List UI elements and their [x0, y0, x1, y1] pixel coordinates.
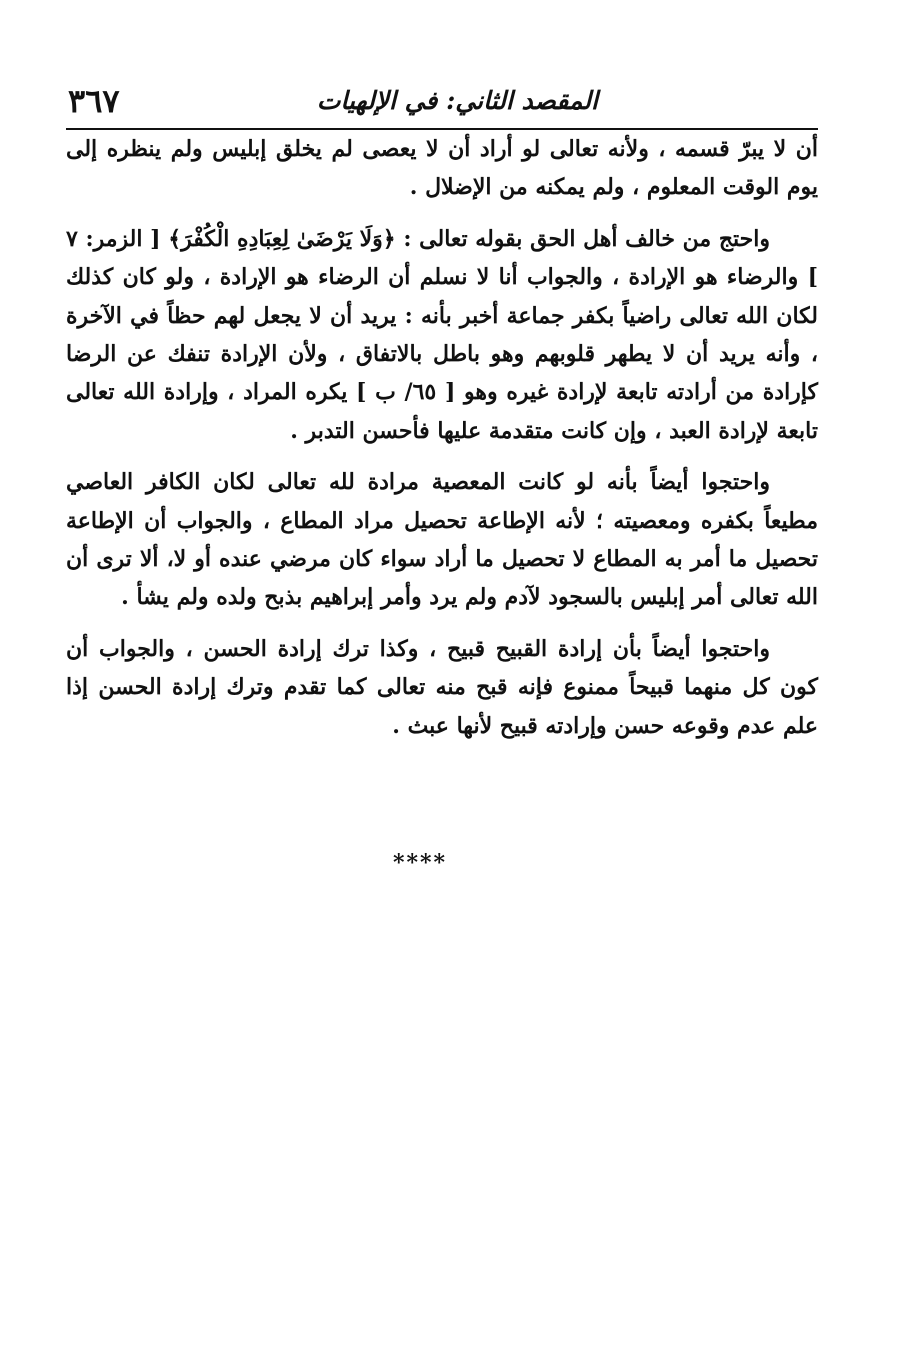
section-separator: ****: [392, 850, 448, 876]
page-number: ٣٦٧: [68, 82, 120, 120]
paragraph-3: واحتجوا أيضاً بأنه لو كانت المعصية مرادة لله تعالى لكان الكافر العاصي مطيعاً بكفره ومعصيته ؛ لأنه الإطاعة تحصيل مراد المطاع ، والجواب أن الإطاعة تحصيل ما أمر به المطاع لا تحصيل ما أراد سواء كان مرضي عنده أو لا، ألا ترى أن الله تعالى أمر إبليس بالسجود لآدم ولم يرد وأمر إبراهيم بذبح ولده ولم يشأ .: [66, 469, 818, 611]
paragraph-2: [66, 220, 818, 450]
quran-verse: ﴿وَلَا يَرْضَىٰ لِعِبَادِهِ الْكُفْرَ﴾: [168, 225, 396, 252]
paragraph-2-body: [ الزمر: ٧ ] والرضاء هو الإرادة ، والجواب أنا لا نسلم أن الرضاء هو الإرادة ، ولو كان كذلك لكان الله تعالى راضياً بكفر جماعة أخبر بأنه : يريد أن لا يجعل لهم حظاً في الآخرة ، وأنه يريد أن لا يطهر قلوبهم وهو باطل بالاتفاق ، ولأن الإرادة تنفك عن الرضا كإرادة من أرادته تابعة لإرادة غيره وهو [ ٦٥/ ب ] يكره المراد ، وإرادة الله تعالى تابعة لإرادة العبد ، وإن كانت متقدمة عليها فأحسن التدبر .: [66, 225, 818, 444]
paragraph-4: واحتجوا أيضاً بأن إرادة القبيح قبيح ، وكذا ترك إرادة الحسن ، والجواب أن كون كل منهما قبيحاً ممنوع فإنه قبح منه تعالى كما تقدم وترك إرادة الحسن إذا علم عدم وقوعه حسن وإرادته قبيح لأنها عبث .: [66, 635, 818, 739]
running-head: المقصد الثاني: في الإلهيات: [316, 86, 598, 115]
page-header: [66, 82, 818, 130]
paragraph-1: أن لا يبرّ قسمه ، ولأنه تعالى لو أراد أن لا يعصى لم يخلق إبليس ولم ينظره إلى يوم الوقت المعلوم ، ولم يمكنه من الإضلال .: [66, 136, 818, 201]
paragraph-2-intro: واحتج من خالف أهل الحق بقوله تعالى :: [395, 225, 770, 252]
body-text: [66, 130, 818, 758]
